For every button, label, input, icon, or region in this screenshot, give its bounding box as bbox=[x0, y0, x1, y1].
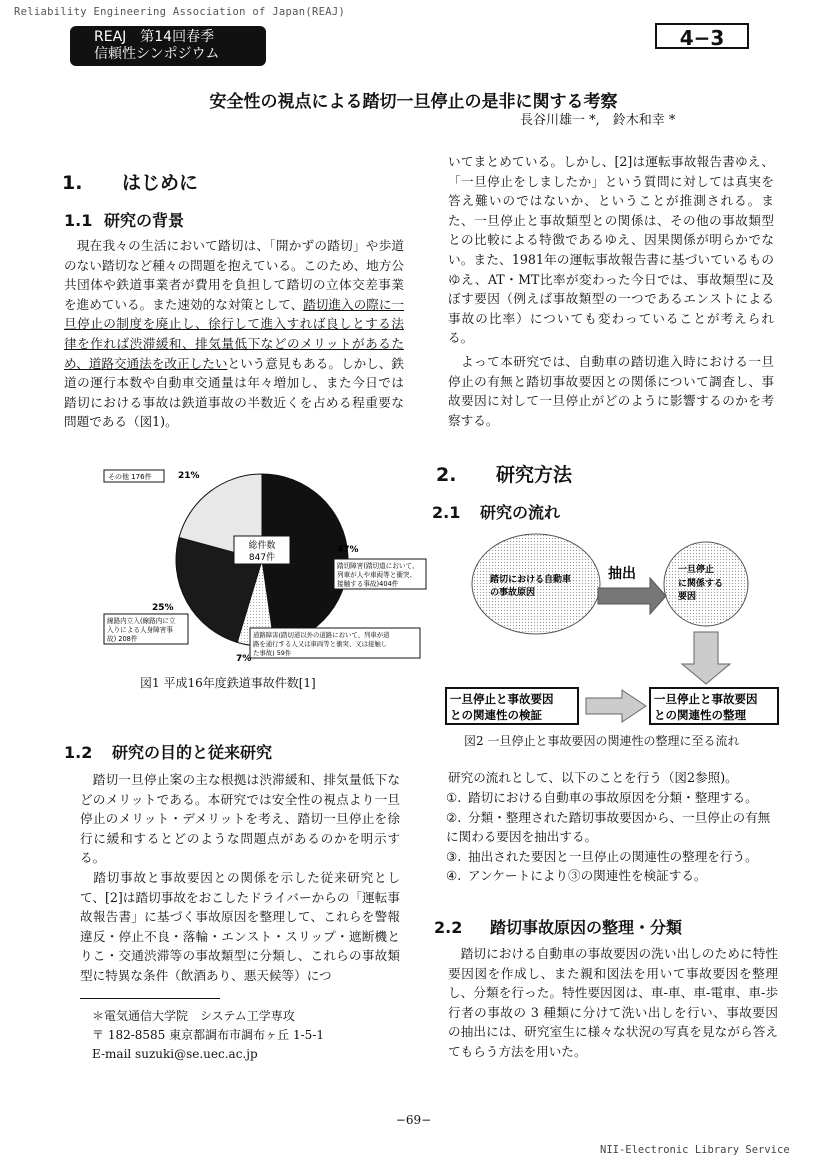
pie-pct-crossing: 47% bbox=[337, 545, 359, 555]
section-2-title: 研究方法 bbox=[496, 464, 573, 486]
pie-pct-other: 21% bbox=[178, 471, 200, 481]
background-text-underlined: 踏切進入の際に一旦停止の制度を廃止し、徐行して進入すれば良しとする法律を作れば渋滞緩和、排気量低下などのメリットがあるため、道路交通法を改正したい bbox=[64, 296, 405, 371]
subsection-1-1-title: 研究の背景 bbox=[104, 211, 185, 230]
page-number: −69− bbox=[395, 1113, 432, 1127]
subsection-1-2-number: 1.2 bbox=[64, 743, 93, 762]
subsection-2-2-heading bbox=[434, 915, 682, 938]
pie-label-line: 接触する事故)404件 bbox=[337, 580, 399, 588]
pie-center-label: 847件 bbox=[248, 553, 276, 563]
circle-right-label-3: 要因 bbox=[678, 592, 697, 602]
method-step bbox=[446, 788, 780, 808]
method-step bbox=[446, 808, 780, 847]
circle-right-label-1: 一旦停止 bbox=[678, 565, 715, 575]
extract-arrow bbox=[598, 578, 666, 614]
background-text-b: という意見もある。しかし、鉄道の運行本数や自動車交通量は年々増加し、また今日では踏切における事故は鉄道事故の半数近くを占める程重要な問題である（図1)。 bbox=[64, 355, 405, 430]
footnote-affiliation: ＊電気通信大学院 システム工学専攻 bbox=[92, 1009, 295, 1023]
paper-title: 安全性の視点による踏切一旦停止の是非に関する考察 bbox=[209, 92, 618, 112]
subsection-2-2-title: 踏切事故原因の整理・分類 bbox=[490, 918, 683, 937]
symposium-line-2: 信頼性シンポジウム bbox=[94, 46, 220, 62]
pie-label-line: 踏切障害(踏切道において、 bbox=[337, 562, 419, 570]
verify-box-line-2: との関連性の検証 bbox=[450, 708, 542, 722]
step-marker: ④. bbox=[446, 868, 462, 883]
footnote-address: 〒 182-8585 東京都調布市調布ヶ丘 1-5-1 bbox=[92, 1028, 324, 1042]
pie-label-line: 路を通行する人又は車両等と衝突、又は接触し bbox=[253, 640, 388, 648]
background-paragraph bbox=[64, 236, 404, 432]
step-text: 抽出された要因と一旦停止の関連性の整理を行う。 bbox=[468, 848, 758, 864]
cause-classification-paragraph: 踏切における自動車の事故要因の洗い出しのために特性要因図を作成し、また親和図法を用いて事故要因を整理し、分類を行った。特性要因図は、車-車、車-電車、車-歩行者の事故の 3 種類に分けて洗い出しを行い、事故要因の抽出には、研究室生に様々な状況の写真を見ながら答えてもらう方法を用いた。 bbox=[448, 946, 778, 1059]
subsection-2-1-number: 2.1 bbox=[432, 503, 461, 522]
left-arrow bbox=[586, 690, 646, 722]
figure-2-flow-diagram bbox=[440, 528, 790, 728]
pie-label-line: 線路内立入(線路内に立 bbox=[107, 617, 176, 625]
prior-research-paragraph: 踏切事故と事故要因との関係を示した従来研究として、[2]は踏切事故をおこしたドライバーからの「運転事故報告書」に基づく事故原因を整理して、これらを警報違反・停止不良・落輪・エンスト・スリップ・遮断機とりこ・交通渋滞等の事故類型に分類し、これらの事故類型に特異な条件（飲酒あり、悪天候等）につ bbox=[80, 870, 400, 983]
pie-label-line: 列車が人や車両等と衝突、 bbox=[337, 571, 417, 579]
circle-left-label-2: の事故原因 bbox=[490, 588, 536, 598]
step-marker: ③. bbox=[446, 848, 462, 864]
section-2-number: 2. bbox=[436, 464, 457, 486]
extract-label: 抽出 bbox=[608, 566, 636, 582]
step-marker: ①. bbox=[446, 790, 462, 805]
section-1-title: はじめに bbox=[122, 172, 199, 194]
paper-authors: 長谷川雄一 *, 鈴木和幸 * bbox=[520, 113, 676, 128]
step-text: アンケートにより③の関連性を検証する。 bbox=[468, 868, 707, 883]
right-column-paragraph-2: よって本研究では、自動車の踏切進入時における一旦停止の有無と踏切事故要因との関係について調査し、事故要因に対して一旦停止がどのように影響するのかを考察する。 bbox=[448, 354, 774, 428]
pie-label-line: 入りによる人身障害事 bbox=[107, 626, 173, 634]
background-text-a: 現在我々の生活において踏切は、「開かずの踏切」や歩道のない踏切など種々の問題を抱えている。このため、地方公共団体や鉄道事業者が費用を負担して踏切の立体交差事業を進めている。また速効的な対策として、 bbox=[64, 238, 404, 312]
pie-label-line: 故) 208件 bbox=[107, 635, 138, 643]
header-organization: Reliability Engineering Association of Japan(REAJ) bbox=[14, 6, 346, 18]
subsection-2-1-title: 研究の流れ bbox=[480, 503, 561, 522]
subsection-2-2-number: 2.2 bbox=[434, 918, 463, 937]
organize-box-line-1: 一旦停止と事故要因 bbox=[654, 692, 758, 706]
pie-label-other: その他 176件 bbox=[108, 473, 152, 481]
method-step bbox=[446, 847, 780, 867]
footnote bbox=[92, 1007, 324, 1064]
down-arrow bbox=[682, 632, 730, 684]
pie-pct-road: 7% bbox=[236, 654, 252, 664]
step-marker: ②. bbox=[446, 809, 462, 825]
figure-2-caption: 図2 一旦停止と事故要因の関連性の整理に至る流れ bbox=[464, 734, 740, 748]
paper-number: 4−3 bbox=[655, 23, 749, 49]
step-text: 分類・整理された踏切事故要因から、一旦停止の有無に関わる要因を抽出する。 bbox=[446, 809, 771, 844]
method-step bbox=[446, 866, 780, 886]
pie-label-line: た事故) 59件 bbox=[253, 649, 292, 657]
method-intro: 研究の流れとして、以下のことを行う（図2参照)。 bbox=[448, 770, 738, 785]
circle-left-label-1: 踏切における自動車 bbox=[490, 575, 572, 585]
step-text: 踏切における自動車の事故原因を分類・整理する。 bbox=[468, 790, 758, 805]
subsection-2-1-heading bbox=[432, 500, 560, 523]
verify-box-line-1: 一旦停止と事故要因 bbox=[450, 692, 554, 706]
subsection-1-2-heading bbox=[64, 740, 272, 763]
subsection-1-1-number: 1.1 bbox=[64, 211, 93, 230]
organize-box-line-2: との関連性の整理 bbox=[654, 708, 746, 722]
pie-center-label: 総件数 bbox=[248, 541, 276, 551]
subsection-1-1-heading bbox=[64, 208, 184, 231]
circle-right-label-2: に関係する bbox=[678, 579, 724, 589]
section-1-number: 1. bbox=[62, 172, 83, 194]
method-steps bbox=[446, 788, 780, 886]
pie-label-line: 道路障害(踏切道以外の道路において、列車が道 bbox=[253, 631, 390, 639]
section-2-heading bbox=[436, 460, 572, 487]
figure-1-caption: 図1 平成16年度鉄道事故件数[1] bbox=[140, 676, 316, 690]
pie-pct-trespass: 25% bbox=[152, 603, 174, 613]
figure-1-pie-chart bbox=[90, 460, 435, 665]
symposium-badge bbox=[70, 26, 266, 66]
footnote-divider bbox=[80, 998, 220, 999]
library-footer: NII-Electronic Library Service bbox=[600, 1144, 790, 1156]
subsection-1-2-title: 研究の目的と従来研究 bbox=[112, 743, 273, 762]
section-1-heading bbox=[62, 168, 198, 195]
right-column-paragraph-1: いてまとめている。しかし、[2]は運転事故報告書ゆえ、「一旦停止をしましたか」という質問に対しては真実を答え難いのではないか、ということが推測される。また、一旦停止と事故類型との関係は、その他の事故類型との比較による特徴であるゆえ、因果関係が明らかでない。また、1981年の運転事故報告書に基づいているものゆえ、AT・MT比率が変わった今日では、事故類型に及ぼす要因（例えば事故類型の一つであるエンストによる事故の比率）についても変わっていることが考えられる。 bbox=[448, 154, 774, 346]
purpose-paragraph: 踏切一旦停止案の主な根拠は渋滞緩和、排気量低下などのメリットである。本研究では安全性の視点より一旦停止のメリット・デメリットを考え、踏切一旦停止を徐行に緩和するとどのような問題点があるのかを明示する。 bbox=[80, 772, 400, 866]
footnote-email: E-mail suzuki@se.uec.ac.jp bbox=[92, 1047, 258, 1061]
symposium-line-1: REAJ 第14回春季 bbox=[94, 29, 215, 45]
